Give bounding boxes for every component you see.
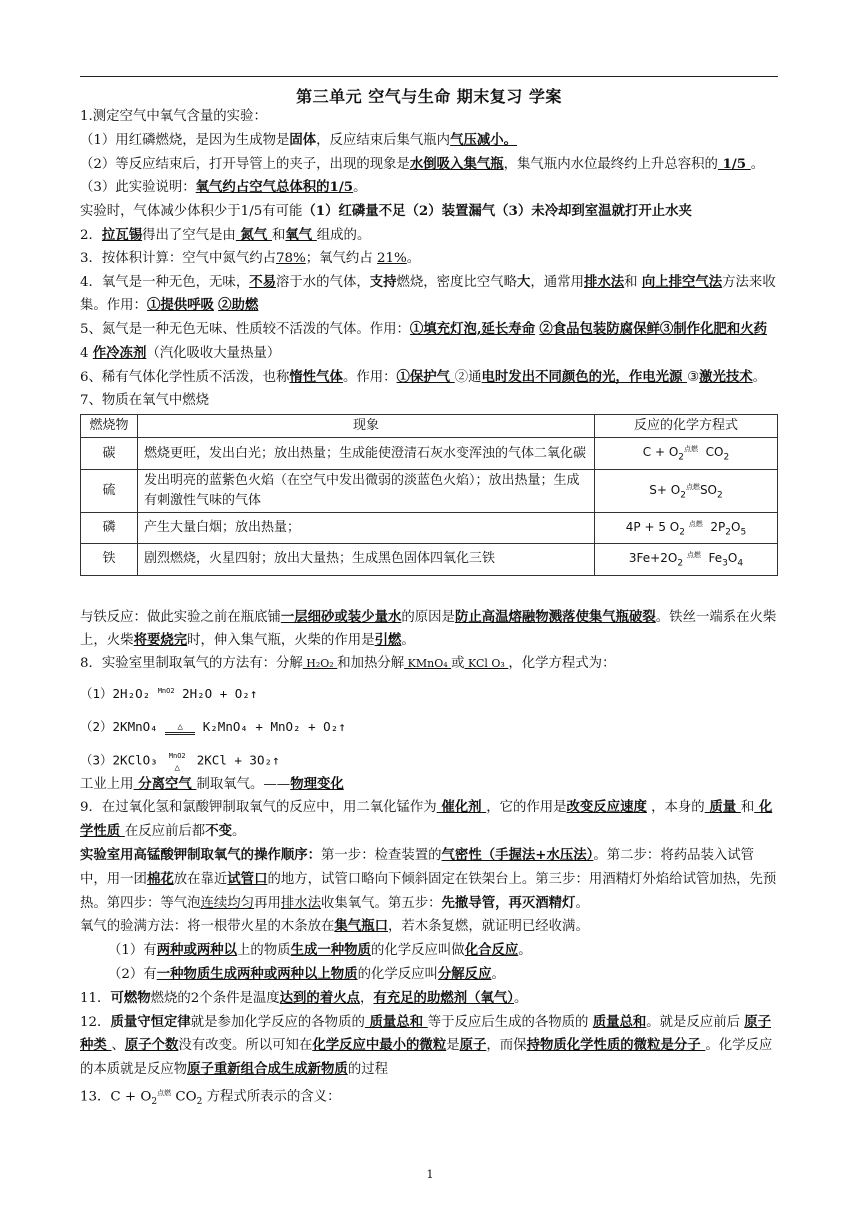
page-number: 1 — [426, 1168, 434, 1181]
check-full-line: 氧气的验满方法：将一根带火星的木条放在集气瓶口，若木条复燃，就证明已经收满。 — [80, 918, 589, 935]
combustion-table — [80, 414, 778, 575]
s7-heading: 7、物质在氧气中燃烧 — [80, 392, 210, 408]
s1-line3: （3）此实验说明：氧气约占空气总体积的1/5。 — [80, 179, 367, 196]
table-header: 反应的化学方程式 — [595, 415, 778, 438]
table-header-row — [81, 415, 778, 438]
table-row — [81, 512, 778, 543]
equation-kmno4: （2）2KMnO₄ △ K₂MnO₄ + MnO₂ + O₂↑ — [80, 718, 346, 734]
s1-heading: 1.测定空气中氧气含量的实验： — [80, 109, 267, 124]
s9-line: 9．在过氧化氢和氯酸钾制取氧气的反应中，用二氧化锰作为 催化剂 ，它的作用是改变反应速度 ，本身的 质量 和 化学性质 在反应前后都不变。 — [80, 799, 773, 840]
header-rule — [80, 76, 778, 77]
s2-line: 2．拉瓦锡得出了空气是由 氮气 和氧气 组成的。 — [80, 226, 371, 243]
table-cell-item: 硫 — [81, 469, 138, 512]
combination-reaction-line: （1）有两种或两种以上的物质生成一种物质的化学反应叫做化合反应。 — [108, 942, 532, 959]
table-cell-phenomenon: 产生大量白烟；放出热量； — [138, 512, 595, 543]
table-cell-item: 铁 — [81, 544, 138, 575]
s1-line1: （1）用红磷燃烧，是因为生成物是固体，反应结束后集气瓶内气压减小。 — [80, 131, 518, 148]
table-cell-equation: $C + O_2^{点燃}$ $CO_2$ — [595, 438, 778, 469]
table-cell-item: 碳 — [81, 438, 138, 469]
s12-paragraph: 12．质量守恒定律就是参加化学反应的各物质的 质量总和 等于反应后生成的各物质的 质量总和。就是反应前后 原子种类 、原子个数没有改变。所以可知在化学反应中最小的微粒是原子，而保持物质化学性质的微粒是分子 。化学反应的本质就是反应物原子重新组合成生成新物质的过程 — [80, 1013, 773, 1078]
page-title: 第三单元 空气与生命 期末复习 学案 — [296, 87, 562, 106]
table-cell-item: 磷 — [81, 512, 138, 543]
table-cell-equation: $S+ O_2^{点燃}SO_2$ — [595, 469, 778, 512]
operation-steps: 实验室用高锰酸钾制取氧气的操作顺序：第一步：检查装置的气密性（手握法+水压法）。第二步：将药品装入试管中，用一团棉花放在靠近试管口的地方，试管口略向下倾斜固定在铁架台上。第三步：用酒精灯外焰给试管加热，先预热。第四步：等气泡连续均匀再用排水法收集氧气。第五步：先撤导管，再灭酒精灯。 — [80, 847, 777, 911]
table-row — [81, 469, 778, 512]
equation-kclo3: （3）2KClO₃ MnO2 △ 2KCl + 3O₂↑ — [80, 751, 280, 773]
s13-line: 13．$C + O_2^{点燃}$ $CO_2$ 方程式所表示的含义： — [80, 1089, 341, 1108]
table-header: 现象 — [138, 415, 595, 438]
table-header: 燃烧物 — [81, 415, 138, 438]
table-row — [81, 544, 778, 575]
s8-line: 8．实验室里制取氧气的方法有：分解 H₂O₂ 和加热分解 KMnO₄ 或 KCl O₃ ，化学方程式为： — [80, 656, 616, 672]
table-row — [81, 438, 778, 469]
table-cell-equation: 4P + 5 $O_2$ $^{点燃}$ $2P_2O_5$ — [595, 512, 778, 543]
s11-line: 11．可燃物燃烧的2个条件是温度达到的着火点，有充足的助燃剂（氧气）。 — [80, 989, 528, 1006]
decomposition-reaction-line: （2）有一种物质生成两种或两种以上物质的化学反应叫分解反应。 — [108, 966, 505, 983]
table-cell-phenomenon: 燃烧更旺，发出白光；放出热量；生成能使澄清石灰水变浑浊的气体二氧化碳 — [138, 438, 595, 469]
equation-h2o2: （1）2H₂O₂ $^{MnO2}$ 2H₂O + O₂↑ — [80, 686, 258, 702]
s3-line: 3．按体积计算：空气中氮气约占78%；氧气约占 21%。 — [80, 250, 421, 266]
s4-line: 4．氧气是一种无色，无味，不易溶于水的气体，支持燃烧，密度比空气略大，通常用排水法和 向上排空气法方法来收集。作用：①提供呼吸 ②助燃 — [80, 273, 776, 314]
table-cell-phenomenon: 剧烈燃烧，火星四射；放出大量热；生成黑色固体四氧化三铁 — [138, 544, 595, 575]
document-body — [80, 106, 778, 1114]
s1-line4: 实验时，气体减少体积少于1/5有可能（1）红磷量不足（2）装置漏气（3）未冷却到室温就打开止水夹 — [80, 203, 692, 220]
iron-reaction-paragraph: 与铁反应：做此实验之前在瓶底铺一层细砂或装少量水的原因是防止高温熔融物溅落使集气瓶破裂。铁丝一端系在火柴上，火柴将要烧完时，伸入集气瓶，火柴的作用是引燃。 — [80, 608, 777, 649]
table-cell-phenomenon: 发出明亮的蓝紫色火焰（在空气中发出微弱的淡蓝色火焰）；放出热量；生成有刺激性气味的气体 — [138, 469, 595, 512]
table-cell-equation: $3Fe+2O_2$ $^{点燃}$ $Fe_3O_4$ — [595, 544, 778, 575]
s5-line: 5、氮气是一种无色无味、性质较不活泼的气体。作用：①填充灯泡,延长寿命 ②食品包装防腐保鲜③制作化肥和火药 4 作冷冻剂（汽化吸收大量热量） — [80, 321, 767, 361]
s1-line2: （2）等反应结束后，打开导管上的夹子，出现的现象是水倒吸入集气瓶，集气瓶内水位最终约上升总容积的 1/5 。 — [80, 155, 765, 172]
s6-line: 6、稀有气体化学性质不活泼，也称惰性气体。作用：①保护气 ②通电时发出不同颜色的光，作电光源 ③激光技术。 — [80, 368, 767, 385]
industrial-line: 工业上用 分离空气 制取氧气。——物理变化 — [80, 775, 344, 792]
